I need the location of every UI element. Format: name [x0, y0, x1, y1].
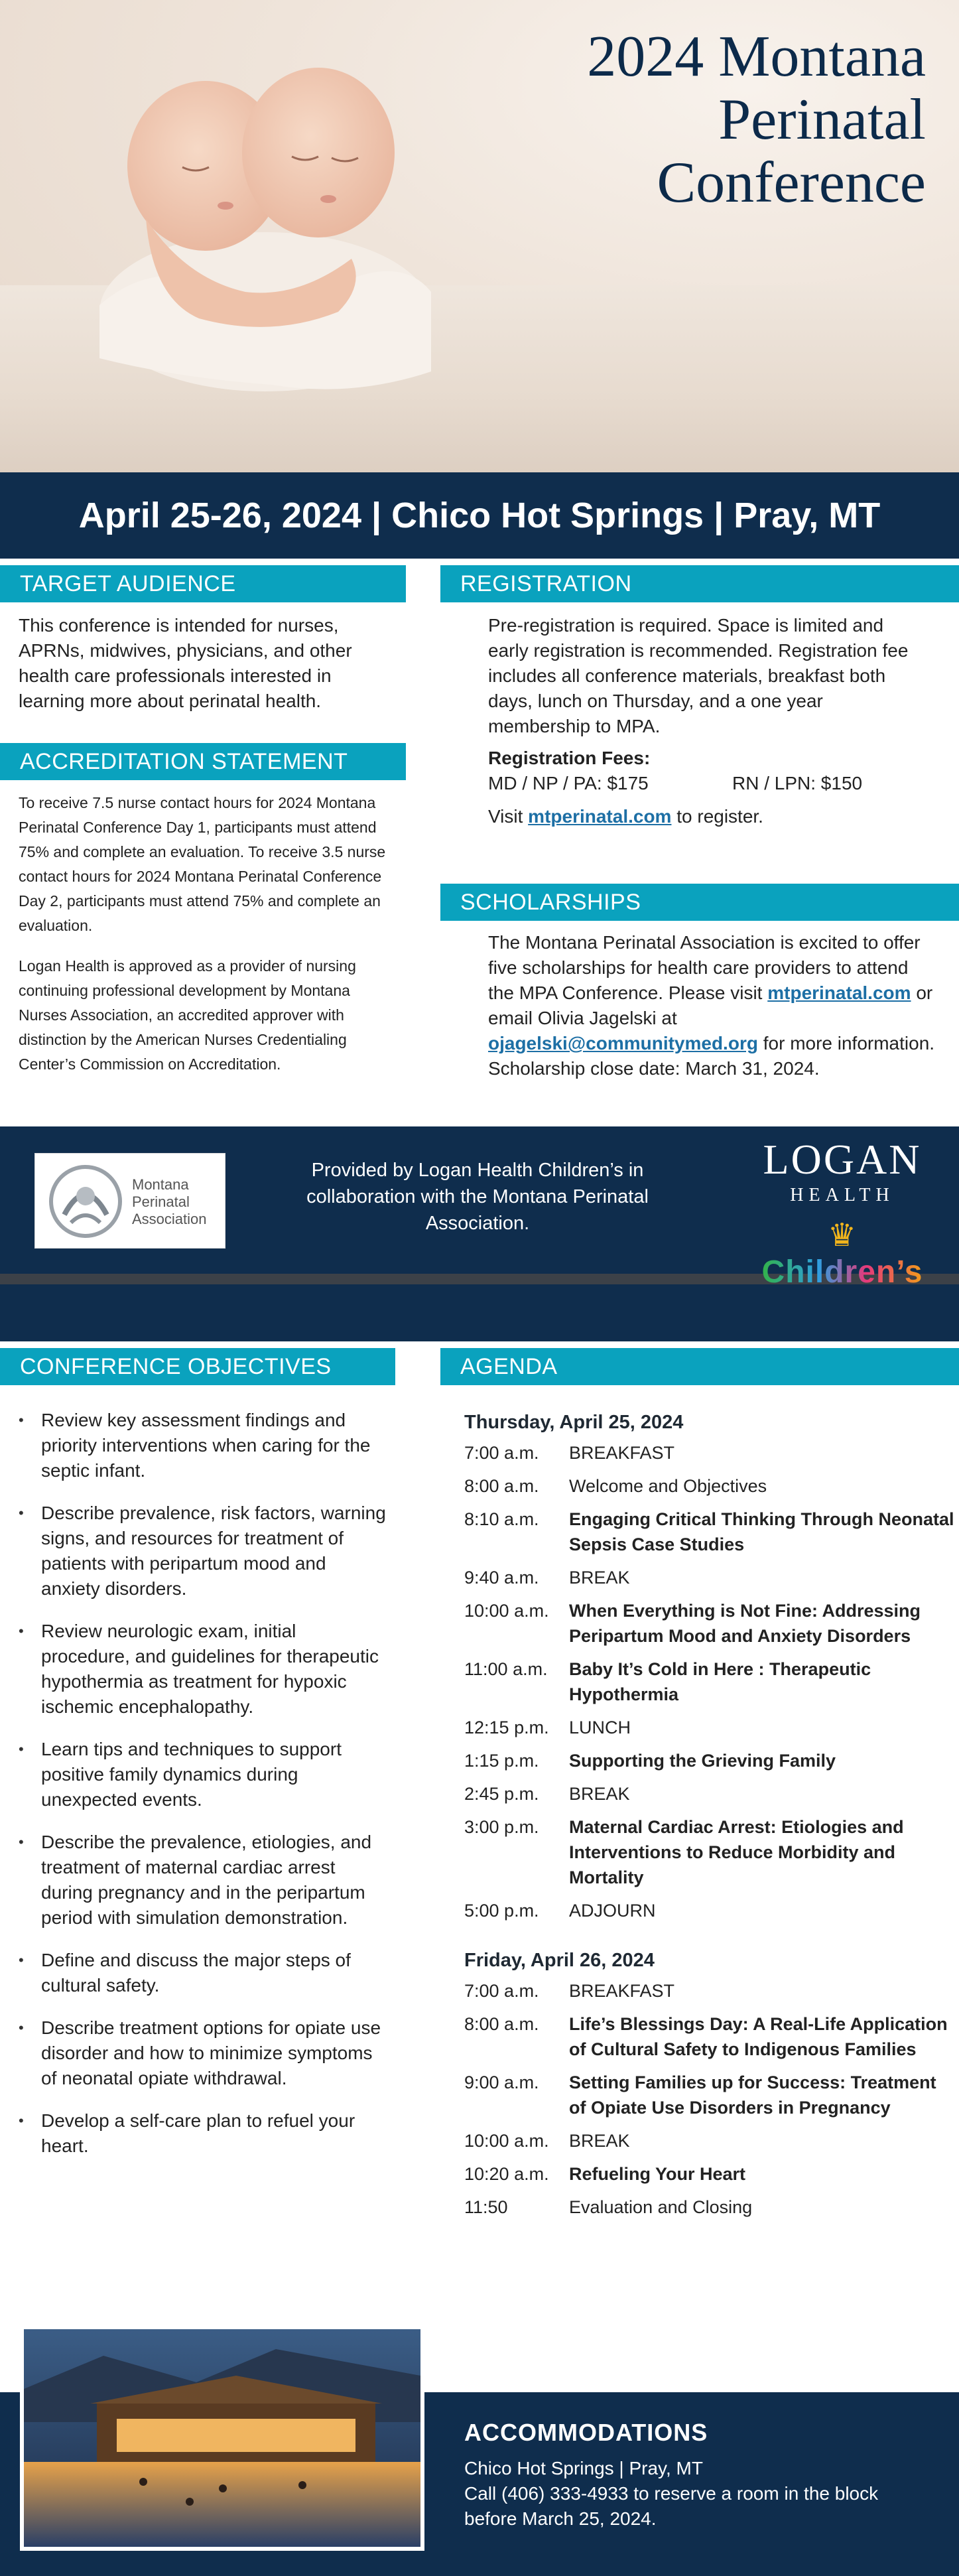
agenda-item: LUNCH [569, 1718, 631, 1737]
partner-statement: Provided by Logan Health Children’s in collaboration with the Montana Perinatal Association. [306, 1160, 649, 1234]
list-item: • Develop a self-care plan to refuel your heart. [19, 2108, 390, 2159]
agenda-time: 12:15 p.m. [464, 1718, 549, 1737]
agenda-heading: AGENDA [440, 1348, 959, 1385]
registration-text: Pre-registration is required. Space is limited and early registration is recommended. Registration fee includes all conference materials, breakfast both days, lunch on Thursday, and a one year membership to MPA. [488, 615, 909, 736]
pool-illustration [24, 2329, 420, 2547]
agenda-row [464, 1748, 955, 1773]
scholarship-intro: The Montana Perinatal Association is excited to offer five scholarships for health care providers to attend the MPA Conference. Please visit [488, 932, 921, 1003]
agenda-schedule [464, 1412, 955, 2228]
agenda-row [464, 2011, 955, 2062]
agenda-time: 9:40 a.m. [464, 1568, 539, 1588]
agenda-row [464, 1781, 955, 1806]
accommodations-location: Chico Hot Springs | Pray, MT [464, 2458, 703, 2478]
agenda-time: 5:00 p.m. [464, 1901, 539, 1921]
visit-suffix: to register. [676, 806, 763, 827]
accommodations-heading: ACCOMMODATIONS [464, 2419, 708, 2446]
scholarship-email-link[interactable]: ojagelski@communitymed.org [488, 1033, 758, 1053]
agenda-session: Engaging Critical Thinking Through Neonatal Sepsis Case Studies [569, 1509, 954, 1554]
agenda-time: 3:00 p.m. [464, 1817, 539, 1837]
agenda-item: BREAKFAST [569, 1443, 675, 1463]
agenda-item: BREAK [569, 1568, 630, 1588]
scholarship-close-date: for more information. Scholarship close date: March 31, 2024. [488, 1033, 935, 1079]
list-item: • Define and discuss the major steps of cultural safety. [19, 1948, 390, 1998]
agenda-row [464, 1598, 955, 1649]
agenda-session: Refueling Your Heart [569, 2164, 746, 2184]
health-wordmark: HEALTH [790, 1185, 895, 1205]
agenda-row [464, 1715, 955, 1740]
agenda-row [464, 2070, 955, 2120]
list-item: • Review neurologic exam, initial procedure, and guidelines for therapeutic hypothermia as treatment for hypoxic ischemic encephalopathy. [19, 1619, 390, 1720]
logan-health-childrens-logo [749, 1138, 935, 1290]
scholarships-heading: SCHOLARSHIPS [440, 884, 959, 921]
objectives-list [19, 1408, 390, 2176]
registration-heading: REGISTRATION [440, 565, 959, 602]
agenda-item: ADJOURN [569, 1901, 656, 1921]
agenda-session: Life’s Blessings Day: A Real-Life Application of Cultural Safety to Indigenous Families [569, 2014, 948, 2059]
list-item: • Describe treatment options for opiate use disorder and how to minimize symptoms of neonatal opiate withdrawal. [19, 2015, 390, 2091]
mpa-line-3: Association [132, 1211, 207, 1227]
agenda-item: BREAK [569, 2131, 630, 2151]
agenda-row [464, 1814, 955, 1890]
hot-springs-pool-image [20, 2325, 424, 2551]
agenda-row [464, 2195, 955, 2220]
day1-title: Thursday, April 25, 2024 [464, 1412, 684, 1433]
agenda-time: 7:00 a.m. [464, 1981, 539, 2001]
accommodations-reservation: Call (406) 333-4933 to reserve a room in the block before March 25, 2024. [464, 2483, 879, 2529]
mpa-logo-icon [44, 1162, 127, 1241]
agenda-item: BREAK [569, 1784, 630, 1804]
objectives-heading: CONFERENCE OBJECTIVES [0, 1348, 395, 1385]
title-line-2: Perinatal [718, 88, 926, 153]
visit-prefix: Visit [488, 806, 523, 827]
accommodations-text [464, 2456, 922, 2532]
agenda-row [464, 1473, 955, 1499]
agenda-session: When Everything is Not Fine: Addressing Peripartum Mood and Anxiety Disorders [569, 1601, 921, 1646]
newborn-twins-image [73, 0, 444, 472]
crown-icon: ♛ [827, 1218, 858, 1253]
agenda-item: BREAKFAST [569, 1981, 675, 2001]
agenda-session: Baby It’s Cold in Here : Therapeutic Hypothermia [569, 1659, 871, 1704]
agenda-row [464, 1565, 955, 1590]
target-audience-heading: TARGET AUDIENCE [0, 565, 406, 602]
agenda-item: Evaluation and Closing [569, 2197, 753, 2217]
scholarship-site-link[interactable]: mtperinatal.com [767, 983, 911, 1003]
agenda-time: 10:00 a.m. [464, 2131, 549, 2151]
agenda-session: Supporting the Grieving Family [569, 1751, 836, 1771]
accreditation-para-1: To receive 7.5 nurse contact hours for 2024 Montana Perinatal Conference Day 1, participants must attend 75% and complete an evaluation. To receive 3.5 nurse contact hours for 2024 Montana Perinatal Conference Day 2, participants must attend 75% and complete an evaluation. [19, 794, 386, 934]
accreditation-heading: ACCREDITATION STATEMENT [0, 743, 406, 780]
agenda-time: 1:15 p.m. [464, 1751, 539, 1771]
childrens-text: Children’s [761, 1254, 923, 1290]
target-audience-text: This conference is intended for nurses, APRNs, midwives, physicians, and other health care professionals interested in learning more about perinatal health. [19, 615, 352, 711]
agenda-time: 9:00 a.m. [464, 2072, 539, 2092]
agenda-session: Maternal Cardiac Arrest: Etiologies and Interventions to Reduce Morbidity and Mortality [569, 1817, 904, 1887]
list-item: • Describe the prevalence, etiologies, and treatment of maternal cardiac arrest during pregnancy and in the peripartum period with simulation demonstration. [19, 1830, 390, 1931]
agenda-time: 8:00 a.m. [464, 1476, 539, 1496]
fee-rn-lpn: RN / LPN: $150 [732, 773, 863, 793]
registration-link[interactable]: mtperinatal.com [528, 806, 672, 827]
registration-fees-label: Registration Fees: [488, 748, 651, 768]
accreditation-para-2: Logan Health is approved as a provider of nursing continuing professional development by Montana Nurses Association, an accredited approver with distinction by the American Nurses Credentialing Center’s Commission on Accreditation. [19, 957, 356, 1073]
childrens-wordmark [749, 1217, 935, 1290]
scholarships-text [488, 930, 939, 1081]
hero-banner [0, 0, 959, 472]
day2-title: Friday, April 26, 2024 [464, 1950, 655, 1971]
agenda-row [464, 1507, 955, 1557]
agenda-row [464, 1978, 955, 2003]
agenda-row [464, 1657, 955, 1707]
agenda-time: 10:20 a.m. [464, 2164, 549, 2184]
fee-md-np-pa: MD / NP / PA: $175 [488, 773, 649, 793]
title-line-1: 2024 Montana [587, 25, 926, 89]
logan-wordmark: LOGAN [763, 1136, 922, 1183]
agenda-session: Setting Families up for Success: Treatment of Opiate Use Disorders in Pregnancy [569, 2072, 936, 2118]
scholarship-email-intro: or email Olivia Jagelski at [488, 983, 933, 1028]
list-item: • Describe prevalence, risk factors, warning signs, and resources for treatment of patients with peripartum mood and anxiety disorders. [19, 1501, 390, 1601]
registration-visit-line [488, 804, 919, 829]
mpa-logo-text [132, 1176, 207, 1228]
agenda-row [464, 1898, 955, 1923]
agenda-time: 11:00 a.m. [464, 1659, 548, 1679]
agenda-time: 2:45 p.m. [464, 1784, 539, 1804]
list-item: • Review key assessment findings and priority interventions when caring for the septic infant. [19, 1408, 390, 1483]
conference-title [462, 25, 926, 214]
agenda-time: 8:10 a.m. [464, 1509, 539, 1529]
agenda-row [464, 1440, 955, 1465]
agenda-time: 11:50 [464, 2197, 508, 2217]
mpa-line-1: Montana [132, 1176, 189, 1193]
agenda-time: 7:00 a.m. [464, 1443, 539, 1463]
agenda-item: Welcome and Objectives [569, 1476, 767, 1496]
agenda-time: 10:00 a.m. [464, 1601, 549, 1621]
title-line-3: Conference [657, 151, 926, 216]
mpa-line-2: Perinatal [132, 1193, 190, 1210]
agenda-time: 8:00 a.m. [464, 2014, 539, 2034]
agenda-row [464, 2128, 955, 2153]
agenda-row [464, 2161, 955, 2187]
mpa-logo [34, 1153, 225, 1249]
partner-spacer [0, 1284, 959, 1341]
list-item: • Learn tips and techniques to support positive family dynamics during unexpected events. [19, 1737, 390, 1812]
date-location-bar: April 25-26, 2024 | Chico Hot Springs | Pray, MT [0, 472, 959, 559]
